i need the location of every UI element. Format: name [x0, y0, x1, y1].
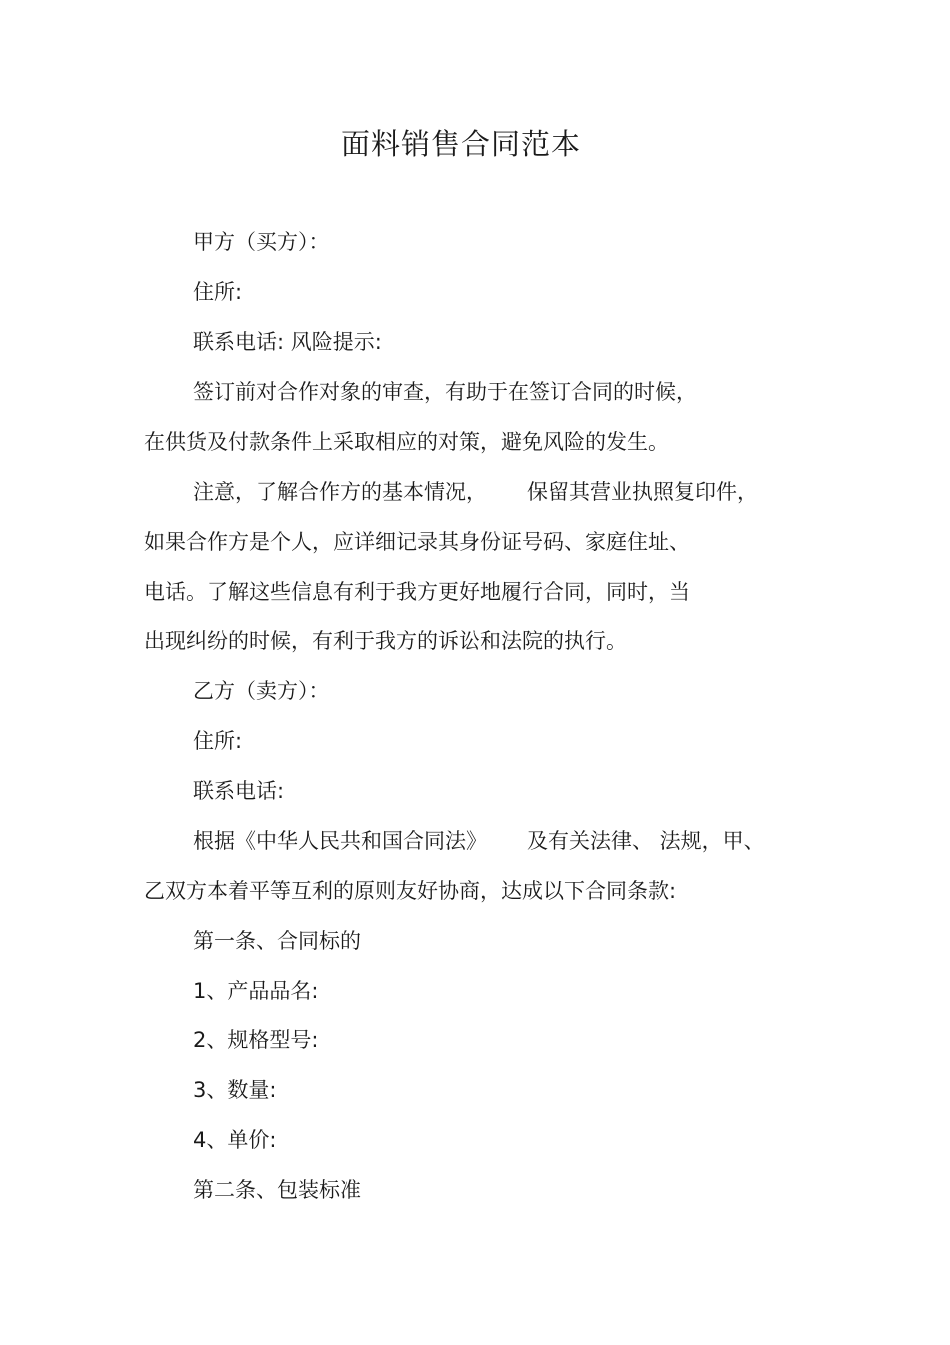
notice-line-2: 如果合作方是个人，应详细记录其身份证号码、家庭住址、 — [144, 530, 690, 554]
item-product-name: 1、产品品名: — [193, 979, 319, 1003]
party-a-address: 住所: — [193, 280, 243, 304]
notice-line-4: 出现纠纷的时候，有利于我方的诉讼和法院的执行。 — [144, 629, 627, 653]
party-b-address: 住所: — [193, 729, 243, 753]
notice-line-1-part-2: 保留其营业执照复印件， — [527, 480, 758, 504]
notice-line-1 — [193, 477, 758, 507]
article-2-heading: 第二条、包装标准 — [193, 1178, 361, 1202]
party-b-phone: 联系电话: — [193, 779, 285, 803]
risk-text-line-1: 签订前对合作对象的审查，有助于在签订合同的时候， — [193, 380, 697, 404]
basis-line-1-part-2: 及有关法律、 法规，甲、 — [527, 829, 765, 853]
party-b-label: 乙方（卖方）： — [193, 679, 330, 703]
risk-text-line-2: 在供货及付款条件上采取相应的对策，避免风险的发生。 — [144, 430, 669, 454]
basis-line-1-part-1: 根据《中华人民共和国合同法》 — [193, 829, 487, 853]
notice-line-3: 电话。了解这些信息有利于我方更好地履行合同，同时，当 — [144, 580, 690, 604]
item-unit-price: 4、单价: — [193, 1128, 277, 1152]
basis-line-1 — [193, 826, 765, 856]
item-quantity: 3、数量: — [193, 1078, 277, 1102]
basis-line-2: 乙双方本着平等互利的原则友好协商，达成以下合同条款: — [144, 879, 677, 903]
party-a-phone-risk: 联系电话: 风险提示: — [193, 330, 382, 354]
article-1-heading: 第一条、合同标的 — [193, 929, 361, 953]
document-title: 面料销售合同范本 — [340, 127, 581, 161]
item-spec-model: 2、规格型号: — [193, 1028, 319, 1052]
party-a-label: 甲方（买方）： — [193, 230, 330, 254]
notice-line-1-part-1: 注意，了解合作方的基本情况， — [193, 480, 487, 504]
